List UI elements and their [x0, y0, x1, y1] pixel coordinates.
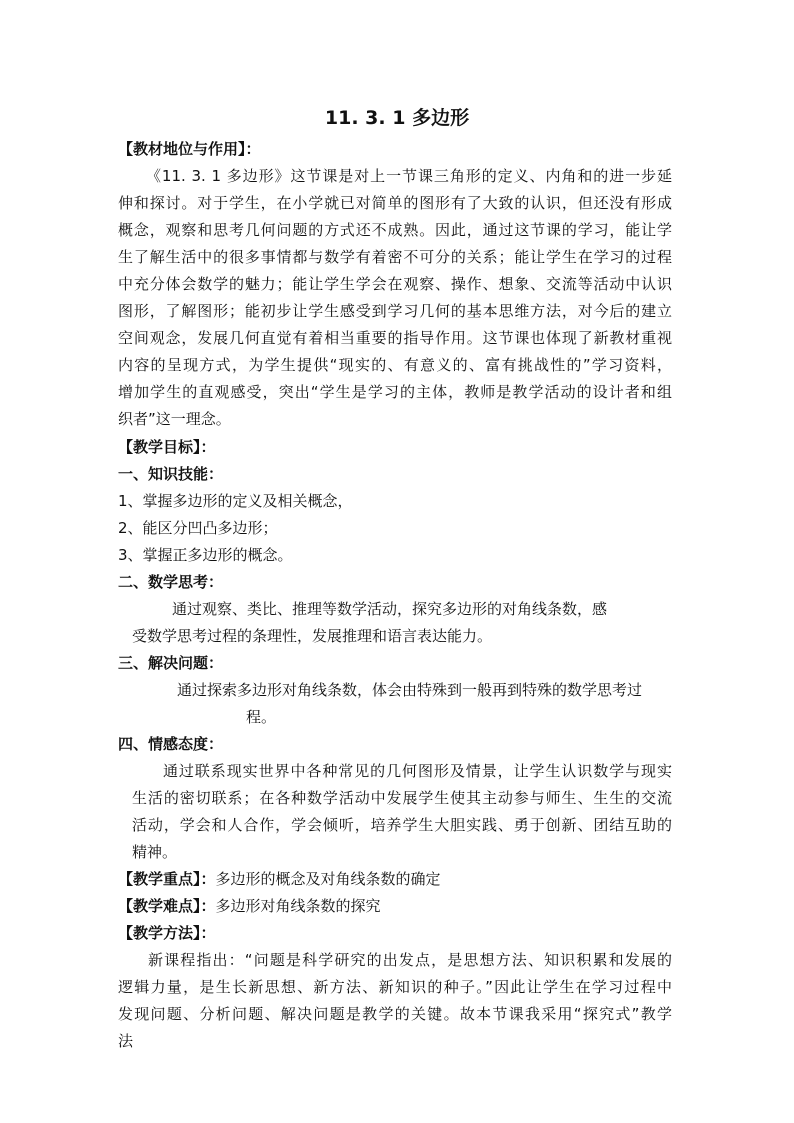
paragraph-line: 图形，了解图形；能初步让学生感受到学习几何的基本思维方法，对今后的建立: [118, 302, 672, 320]
key-point-label: 【教学重点】：: [118, 870, 216, 888]
paragraph-line: 逻辑力量，是生长新思想、新方法、新知识的种子。”因此让学生在学习过程中: [118, 978, 672, 996]
paragraph-line: 中充分体会数学的魅力；能让学生学会在观察、操作、想象、交流等活动中认识: [118, 275, 672, 293]
key-point-line: [118, 866, 441, 892]
paragraph-line: 空间观念，发展几何直觉有着相当重要的指导作用。这节课也体现了新教材重视: [118, 329, 672, 347]
section-heading-method: 【教学方法】：: [118, 924, 216, 942]
list-item: 3、掌握正多边形的概念。: [118, 546, 293, 564]
paragraph-line: 伸和探讨。对于学生，在小学就已对简单的图形有了大致的认识，但还没有形成: [118, 194, 672, 212]
paragraph-line: 通过观察、类比、推理等数学活动，探究多边形的对角线条数，感: [172, 600, 608, 618]
paragraph-line: 受数学思考过程的条理性，发展推理和语言表达能力。: [132, 627, 493, 645]
difficulty-line: [118, 893, 381, 919]
paragraph-line: 《11. 3. 1 多边形》这节课是对上一节课三角形的定义、内角和的进一步延: [146, 167, 672, 185]
paragraph-line: 新课程指出：“问题是科学研究的出发点，是思想方法、知识积累和发展的: [148, 951, 672, 969]
paragraph-line: 生活的密切联系；在各种数学活动中发展学生使其主动参与师生、生生的交流: [132, 789, 672, 807]
paragraph-line: 增加学生的直观感受，突出“学生是学习的主体，教师是教学活动的设计者和组: [118, 383, 672, 401]
list-item: 1、掌握多边形的定义及相关概念，: [118, 492, 353, 510]
difficulty-label: 【教学难点】：: [118, 897, 216, 915]
difficulty-text: 多边形对角线条数的探究: [215, 897, 381, 915]
paragraph-line: 织者”这一理念。: [118, 410, 231, 428]
paragraph-line: 通过联系现实世界中各种常见的几何图形及情景，让学生认识数学与现实: [163, 762, 672, 780]
paragraph-line: 发现问题、分析问题、解决问题是教学的关键。故本节课我采用“探究式”教学: [118, 1005, 672, 1023]
subsection-heading-thinking: 二、数学思考：: [118, 573, 224, 591]
subsection-heading-knowledge: 一、知识技能：: [118, 465, 224, 483]
section-heading-goals: 【教学目标】：: [118, 438, 216, 456]
paragraph-line: 精神。: [132, 843, 178, 861]
section-heading-role: 【教材地位与作用】：: [118, 140, 261, 158]
paragraph-line: 生了解生活中的很多事情都与数学有着密不可分的关系；能让学生在学习的过程: [118, 248, 672, 266]
subsection-heading-problem: 三、解决问题：: [118, 654, 224, 672]
paragraph-line: 程。: [246, 708, 277, 726]
list-item: 2、能区分凹凸多边形；: [118, 519, 278, 537]
paragraph-line: 内容的呈现方式，为学生提供“现实的、有意义的、富有挑战性的”学习资料，: [118, 356, 672, 374]
document-title: 11. 3. 1 多边形: [324, 107, 470, 129]
subsection-heading-attitude: 四、情感态度：: [118, 735, 224, 753]
key-point-text: 多边形的概念及对角线条数的确定: [215, 870, 441, 888]
paragraph-line: 法: [118, 1032, 134, 1050]
paragraph-line: 通过探索多边形对角线条数，体会由特殊到一般再到特殊的数学思考过: [177, 681, 643, 699]
paragraph-line: 活动，学会和人合作，学会倾听，培养学生大胆实践、勇于创新、团结互助的: [132, 816, 672, 834]
paragraph-line: 概念，观察和思考几何问题的方式还不成熟。因此，通过这节课的学习，能让学: [118, 221, 672, 239]
